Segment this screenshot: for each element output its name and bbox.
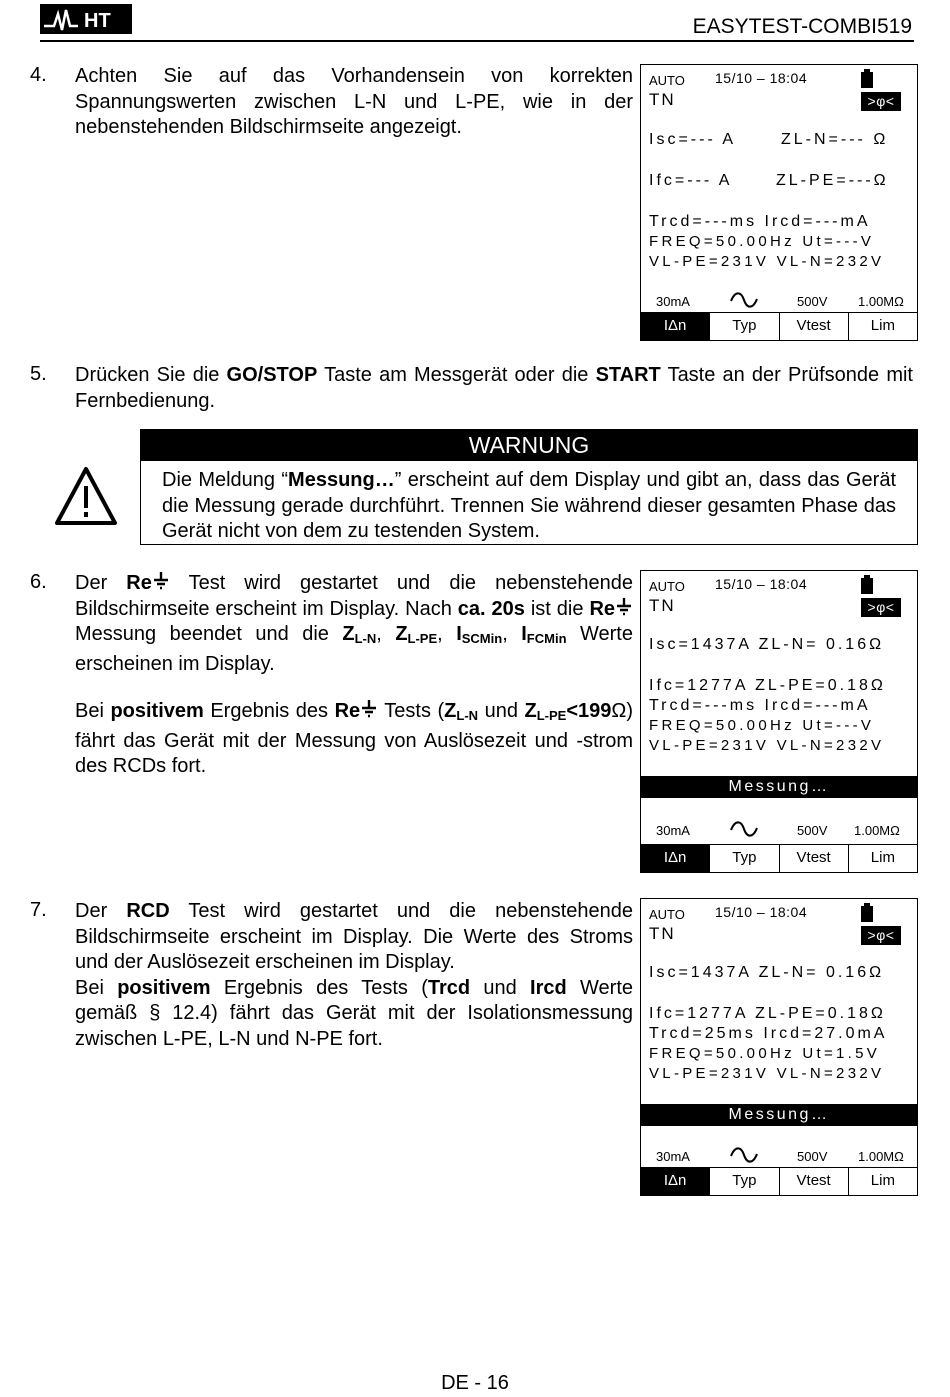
- tab-lim[interactable]: Lim: [848, 845, 917, 872]
- step-5-text: Drücken Sie die GO/STOP Taste am Messgerät oder die START Taste an der Prüfsonde mit Fernbedienung.: [75, 364, 913, 412]
- system-type: TN: [649, 924, 676, 943]
- header-divider: [40, 40, 914, 42]
- instrument-display-3: [640, 898, 918, 1196]
- tab-idn[interactable]: IΔn: [641, 1168, 709, 1195]
- ht-logo: [40, 4, 132, 34]
- tab-vtest[interactable]: Vtest: [779, 845, 848, 872]
- tab-vtest[interactable]: Vtest: [779, 1168, 848, 1195]
- earth-ground-icon: [152, 571, 170, 591]
- tab-idn[interactable]: IΔn: [641, 313, 709, 340]
- tab-idn[interactable]: IΔn: [641, 845, 709, 872]
- model-name: EASYTEST-COMBI519: [692, 15, 912, 38]
- isc-zln-value: Isc=1437A ZL-N= 0.16Ω: [649, 964, 885, 981]
- step-7-text: Der RCD Test wird gestartet und die nebenstehende Bildschirmseite erscheint im Display. Die Werte des Stroms und der Auslösezeit erscheinen im Display. Bei positivem Ergebnis des Tests (Trcd und Ircd Werte gemäß § 12.4) fährt das Gerät mit der Isolationsmessung zwischen L-PE, L-N und N-PE fort.: [75, 900, 633, 1050]
- tab-typ[interactable]: Typ: [709, 1168, 778, 1195]
- tab-typ[interactable]: Typ: [709, 845, 778, 872]
- idn-param: 30mA: [656, 294, 690, 309]
- ac-sine-icon: [729, 820, 759, 838]
- isc-value: Isc=--- A: [649, 131, 737, 148]
- step-4-text: Achten Sie auf das Vorhandensein von korrekten Spannungswerten zwischen L-N und L-PE, wie in der nebenstehenden Bildschirmseite angezeigt.: [75, 65, 633, 138]
- auto-label: AUTO: [649, 73, 685, 88]
- freq-value: FREQ=50.00Hz Ut=---V: [649, 233, 875, 250]
- clock: 15/10 – 18:04: [715, 70, 808, 86]
- voltage-values: VL-PE=231V VL-N=232V: [649, 737, 885, 754]
- instrument-display-1: [640, 64, 918, 341]
- ifc-value: Ifc=--- A: [649, 172, 733, 189]
- clock: 15/10 – 18:04: [715, 904, 808, 920]
- measuring-message: Messung…: [641, 776, 917, 798]
- phase-indicator: >φ<: [861, 598, 901, 617]
- phase-indicator: >φ<: [861, 92, 901, 111]
- trcd-value: Trcd=---ms Ircd=---mA: [649, 697, 871, 714]
- zln-value: ZL-N=--- Ω: [781, 131, 889, 148]
- zlpe-value: ZL-PE=---Ω: [776, 172, 889, 189]
- system-type: TN: [649, 596, 676, 615]
- brand-text: HT: [84, 10, 111, 32]
- voltage-values: VL-PE=231V VL-N=232V: [649, 253, 885, 270]
- step-6-number: 6.: [30, 571, 47, 593]
- auto-label: AUTO: [649, 907, 685, 922]
- phase-indicator: >φ<: [861, 926, 901, 945]
- system-type: TN: [649, 90, 676, 109]
- step-6-text: Der Re Test wird gestartet und die nebenstehende Bildschirmseite erscheint im Display. Nach ca. 20s ist die Re Messung beendet und die $Z_{L-N}$, $Z_{L-PE}$, $I_{SCMin}$, $I_{FCMin}$ Werte erscheinen im Display.: [75, 572, 633, 675]
- idn-param: 30mA: [656, 823, 690, 838]
- vtest-param: 500V: [797, 1149, 828, 1164]
- instrument-display-2: [640, 570, 918, 873]
- ac-sine-icon: [729, 291, 759, 309]
- vtest-param: 500V: [797, 294, 828, 309]
- voltage-values: VL-PE=231V VL-N=232V: [649, 1065, 885, 1082]
- page-number: DE - 16: [441, 1372, 509, 1394]
- warning-title: WARNUNG: [140, 429, 918, 461]
- step-4-number: 4.: [30, 64, 47, 86]
- tab-lim[interactable]: Lim: [848, 1168, 917, 1195]
- idn-param: 30mA: [656, 1149, 690, 1164]
- tab-vtest[interactable]: Vtest: [779, 313, 848, 340]
- trcd-value: Trcd=25ms Ircd=27.0mA: [649, 1025, 888, 1042]
- step-7-number: 7.: [30, 899, 47, 921]
- ifc-zlpe-value: Ifc=1277A ZL-PE=0.18Ω: [649, 677, 886, 694]
- measuring-message: Messung…: [641, 1104, 917, 1126]
- lim-param: 1.00MΩ: [858, 1149, 904, 1164]
- ac-sine-icon: [729, 1146, 759, 1164]
- vtest-param: 500V: [797, 823, 828, 838]
- clock: 15/10 – 18:04: [715, 576, 808, 592]
- trcd-value: Trcd=---ms Ircd=---mA: [649, 213, 871, 230]
- auto-label: AUTO: [649, 579, 685, 594]
- isc-zln-value: Isc=1437A ZL-N= 0.16Ω: [649, 636, 885, 653]
- lim-param: 1.00MΩ: [858, 294, 904, 309]
- freq-value: FREQ=50.00Hz Ut=---V: [649, 717, 875, 734]
- step-6-result-text: Bei positivem Ergebnis des Re Tests ($Z_{L-N}$ und $Z_{L-PE}<199\Omega$) fährt das Gerät mit der Messung von Auslösezeit und -strom des RCDs fort.: [75, 700, 634, 777]
- tab-lim[interactable]: Lim: [848, 313, 917, 340]
- softkey-bar: [641, 312, 917, 340]
- earth-ground-icon: [360, 699, 378, 719]
- battery-icon: [861, 906, 873, 922]
- battery-icon: [861, 72, 873, 88]
- softkey-bar: [641, 1167, 917, 1195]
- step-5-number: 5.: [30, 363, 47, 385]
- softkey-bar: [641, 844, 917, 872]
- battery-icon: [861, 578, 873, 594]
- lim-param: 1.00MΩ: [854, 823, 900, 838]
- earth-ground-icon: [615, 597, 633, 617]
- tab-typ[interactable]: Typ: [709, 313, 778, 340]
- warning-text: Die Meldung “Messung…” erscheint auf dem Display und gibt an, dass das Gerät die Messung gerade durchführt. Trennen Sie während dieser gesamten Phase das Gerät nicht von dem zu testenden System.: [162, 469, 896, 542]
- freq-value: FREQ=50.00Hz Ut=1.5V: [649, 1045, 881, 1062]
- warning-triangle-icon: [54, 466, 118, 526]
- ifc-zlpe-value: Ifc=1277A ZL-PE=0.18Ω: [649, 1005, 886, 1022]
